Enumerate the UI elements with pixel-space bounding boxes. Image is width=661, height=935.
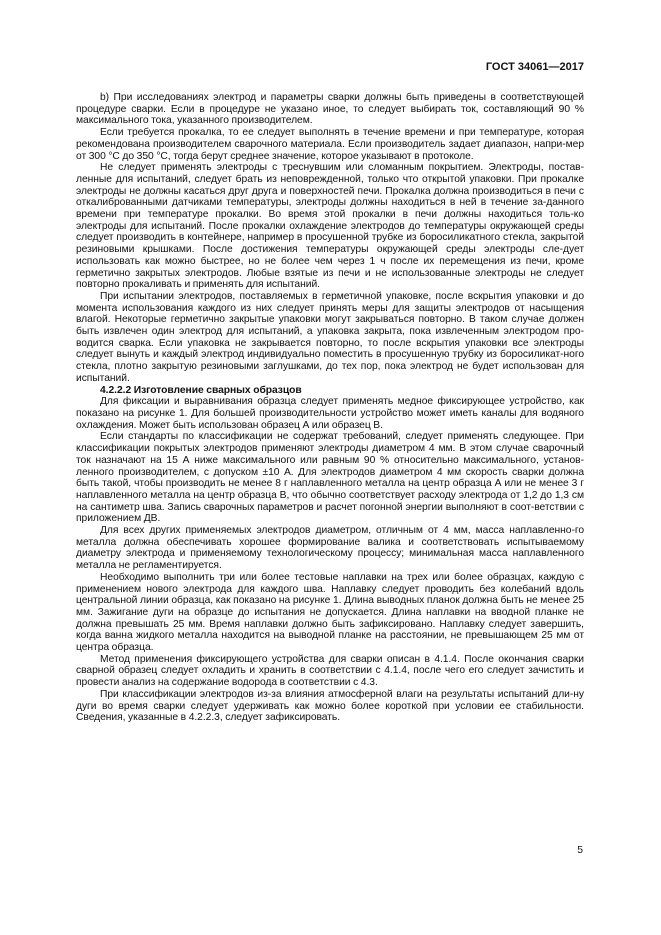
paragraph-cooling-storage: Метод применения фиксирующего устройства для сварки описан в 4.1.4. После окончания сварки сварной образец следует охладить и хранить в соответствии с 4.1.4, после чего его следует зачистить и провести анализ на содержание водорода в соответствии с 4.3.: [76, 653, 584, 689]
paragraph-drying: Если требуется прокалка, то ее следует выполнять в течение времени и при температуре, которая рекомендована производителем сварочного материала. Если производитель задает диапазон, напри-мер от 300 °С до 350 °С, тогда берут среднее значение, которое указывают в протоколе.: [76, 127, 584, 162]
paragraph-arc-length: При классификации электродов из-за влияния атмосферной влаги на результаты испытаний дли-ну дуги во время сварки следует удерживать как можно более короткой при условии ее стабильности. Сведения, указанные в 4.2.2.3, следует зафиксировать.: [76, 688, 584, 724]
paragraph-test-deposits: Необходимо выполнить три или более тестовые наплавки на трех или более образцах, каждую с применением нового электрода для каждого шва. Наплавку следует проводить без колебаний вдоль центральной линии образца, как показано на рисунке 1. Длина выводных планок должна быть не менее 25 мм. Зажигание дуги на образце до испытания не допускается. Длина наплавки на вводной планке не должна превышать 25 мм. Время наплавки должно быть зафиксировано. Наплавку следует завершить, когда ванна жидкого металла находится на выводной планке на расстоянии, не превышающем 25 мм от центра образца.: [76, 571, 584, 654]
section-heading-4-2-2-2: 4.2.2.2 Изготовление сварных образцов: [100, 384, 302, 396]
document-header: ГОСТ 34061—2017: [485, 61, 584, 73]
paragraph-fixture: Для фиксации и выравнивания образца следует применять медное фиксирующее устройство, как показано на рисунке 1. Для большей производительности устройство может иметь каналы для водяного охлаждения. Может быть использован образец А или образец В.: [76, 396, 584, 431]
paragraph-other-diameters: Для всех других применяемых электродов диаметром, отличным от 4 мм, масса наплавленно-го металла должна обеспечивать хорошее формирование валика и соответствовать испытываемому диаметру электрода и применяемому технологическому процессу; минимальная масса наплавленного металла не регламентируется.: [76, 525, 584, 572]
paragraph-classification: Если стандарты по классификации не содержат требований, следует применять следующее. При классификации покрытых электродов применяют электроды диаметром 4 мм. В этом случае сварочный ток назначают на 15 А ниже максимального или равным 90 % относительно максимального, установ-ленного производителем, с допуском ±10 А. Для электродов диаметром 4 мм скорость сварки должна быть такой, чтобы производить не менее 8 г наплавленного металла на центр образца А или не менее 3 г наплавленного металла на центр образца В, что обычно соответствует расходу электрода от 1,2 до 1,3 см на сантиметр шва. Запись сварочных параметров и расчет погонной энергии выполняют в соот-ветствии с приложением ДВ.: [76, 431, 584, 525]
paragraph-b-procedure: b) При исследованиях электрод и параметры сварки должны быть приведены в соответствующей процедуре сварки. Если в процедуре не указано иное, то следует выбирать ток, составляющий 90 % максимального тока, указанного производителем.: [76, 92, 584, 127]
document-body: [76, 92, 584, 724]
paragraphs-before-heading: [76, 92, 584, 385]
paragraph-sealed-packaging: При испытании электродов, поставляемых в герметичной упаковке, после вскрытия упаковки и до момента использования каждого из них следует принять меры для защиты электродов от насыщения влагой. Некоторые герметично закрытые упаковки могут закрываться повторно. В таком случае должен быть извлечен один электрод для испытаний, а упаковка закрыта, пока извлеченным электродом про-водится сварка. Если упаковка не закрывается повторно, то после вскрытия упаковки все электроды следует вынуть и каждый электрод индивидуально поместить в просушенную трубку из боросиликат-ного стекла, плотно закрытую резиновыми заглушками, до тех пор, пока электрод не будет использован для испытаний.: [76, 290, 584, 384]
paragraph-damaged-electrodes: Не следует применять электроды с треснувшим или сломанным покрытием. Электроды, постав-ленные для испытаний, следует брать из неповрежденной, только что открытой упаковки. При прокалке электроды не должны касаться друг друга и поверхностей печи. Прокалка должна производиться в печи с откалиброванными датчиками температуры, электроды должны находиться в ней в течение за-данного времени при температуре прокалки. Во время этой прокалки в печи должны находиться толь-ко электроды для испытаний. После прокалки охлаждение электродов до температуры окружающей среды следует производить в контейнере, например в просушенной трубке из боросиликатного стекла, закрытой резиновыми крышками. После достижения температуры окружающей среды электроды сле-дует использовать как можно быстрее, но не более чем через 1 ч после их перемещения из печи, кроме герметично закрытых электродов. Любые взятые из печи и не использованные электроды не следует повторно прокаливать и применять для испытаний.: [76, 162, 584, 291]
page-number: 5: [577, 845, 583, 856]
paragraphs-after-heading: [76, 396, 584, 724]
